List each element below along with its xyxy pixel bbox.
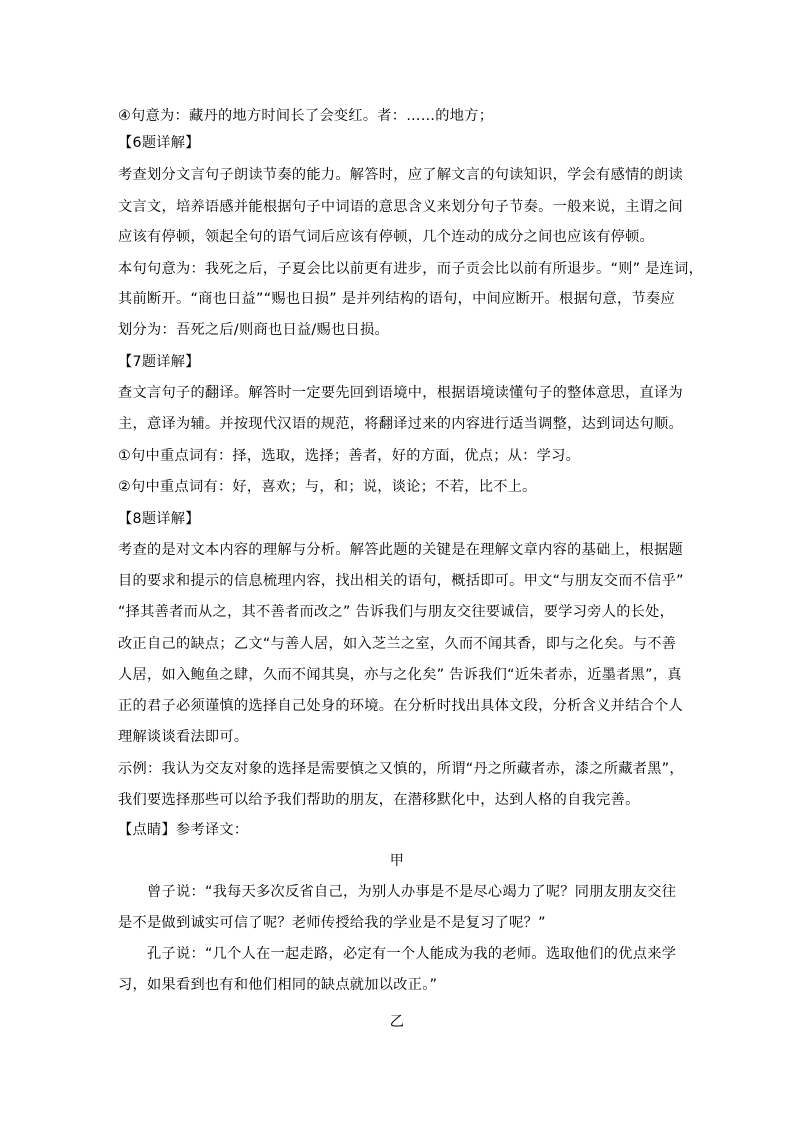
text-line: 考查划分文言句子朗读节奏的能力。解答时，应了解文言的句读知识，学会有感情的朗读	[118, 167, 684, 183]
text-line: 改正自己的缺点；乙文“与善人居，如入芝兰之室，久而不闻其香，即与之化矣。与不善	[118, 636, 677, 652]
text-line: 本句句意为：我死之后，子夏会比以前更有进步，而子贡会比以前有所退步。“则” 是连词，	[118, 261, 704, 277]
text-line: “择其善者而从之，其不善者而改之” 告诉我们与朋友交往要诚信，要学习旁人的长处，	[118, 604, 675, 620]
text-line: 是不是做到诚实可信了呢？老师传授给我的学业是不是复习了呢？”	[118, 915, 546, 931]
text-line: 划分为：吾死之后/则商也日益/赐也日损。	[118, 322, 389, 338]
text-line: 文言文，培养语感并能根据句子中词语的意思含义来划分句子节奏。一般来说，主谓之间	[118, 199, 684, 215]
text-line: 应该有停顿，领起全句的语气词后应该有停顿，几个连动的成分之间也应该有停顿。	[118, 229, 655, 245]
section-heading: 【点睛】参考译文：	[118, 822, 249, 838]
text-line: 习，如果看到也有和他们相同的缺点就加以改正。”	[118, 977, 438, 993]
text-line: 主，意译为辅。并按现代汉语的规范，将翻译过来的内容进行适当调整，达到词达句顺。	[118, 416, 684, 432]
text-line: 孔子说：“几个人在一起走路，必定有一个人能成为我的老师。选取他们的优点来学	[147, 946, 677, 962]
text-line: 我们要选择那些可以给予我们帮助的朋友，在潜移默化中，达到人格的自我完善。	[118, 792, 640, 808]
text-line: 正的君子必须谨慎的选择自己处身的环境。在分析时找出具体文段，分析含义并结合个人	[118, 698, 684, 714]
text-line: 乙	[389, 1014, 405, 1030]
text-line: ④句意为：藏丹的地方时间长了会变红。者：……的地方；	[118, 108, 494, 124]
section-heading: 【6题详解】	[118, 135, 200, 151]
text-line: ②句中重点词有：好，喜欢；与，和；说，谈论；不若，比不上。	[118, 479, 537, 495]
text-line: 目的要求和提示的信息梳理内容，找出相关的语句，概括即可。甲文“与朋友交而不信乎”	[118, 573, 684, 589]
text-line: 理解谈谈看法即可。	[118, 729, 249, 745]
text-line: 示例：我认为交友对象的选择是需要慎之又慎的，所谓“丹之所藏者赤，漆之所藏者黑”，	[118, 761, 684, 777]
text-line: 甲	[389, 853, 405, 869]
text-line: 其前断开。“商也日益”“赐也日损” 是并列结构的语句，中间应断开。根据句意，节奏应	[118, 291, 675, 307]
section-heading: 【7题详解】	[118, 354, 200, 370]
text-line: 查文言句子的翻译。解答时一定要先回到语境中，根据语境读懂句子的整体意思，直译为	[118, 385, 684, 401]
text-line: 考查的是对文本内容的理解与分析。解答此题的关键是在理解文章内容的基础上，根据题	[118, 542, 684, 558]
text-line: 曾子说：“我每天多次反省自己，为别人办事是不是尽心竭力了呢？同朋友朋友交往	[147, 884, 677, 900]
section-heading: 【8题详解】	[118, 511, 200, 527]
text-line: 人居，如入鲍鱼之肆，久而不闻其臭，亦与之化矣” 告诉我们“近朱者赤，近墨者黑”，真	[118, 667, 682, 683]
text-line: ①句中重点词有：择，选取，选择；善者，好的方面，优点；从：学习。	[118, 448, 581, 464]
